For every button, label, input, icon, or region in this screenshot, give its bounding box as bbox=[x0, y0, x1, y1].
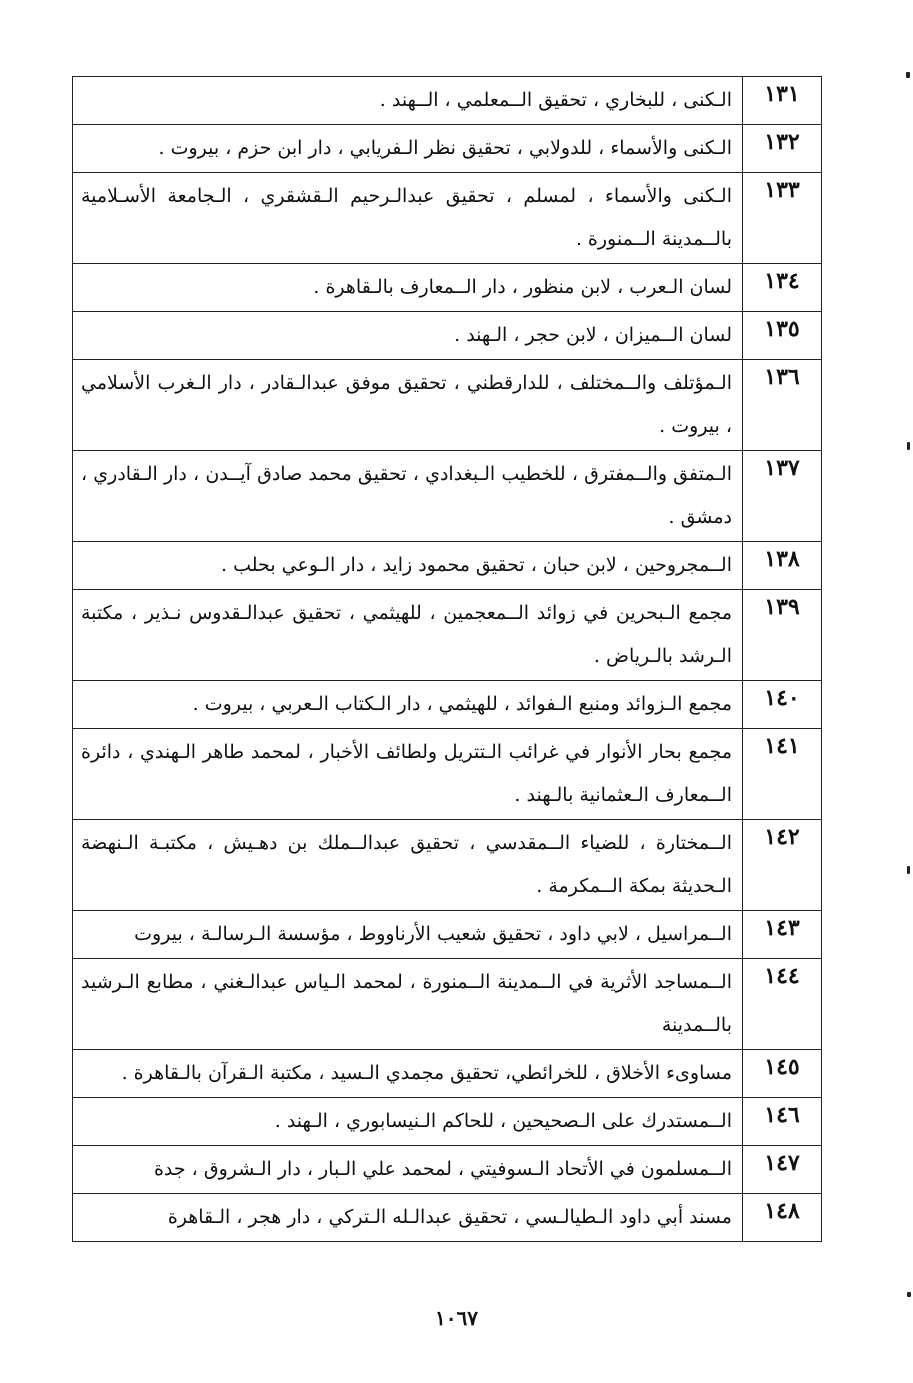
reference-number: ١٣١ bbox=[743, 77, 822, 125]
reference-row bbox=[73, 590, 822, 681]
reference-number: ١٤٦ bbox=[743, 1098, 822, 1146]
reference-text: الـمتفق والــمفترق ، للخطيب الـبغدادي ، تحقيق محمد صادق آيــدن ، دار الـقادري ، دمشق . bbox=[73, 451, 743, 542]
reference-row bbox=[73, 1194, 822, 1242]
reference-number: ١٣٣ bbox=[743, 173, 822, 264]
reference-text: مجمع بحار الأنوار في غرائب الـتتريل ولطائف الأخبار ، لمحمد طاهر الـهندي ، دائرة الــمعارف الـعثمانية بالـهند . bbox=[73, 729, 743, 820]
reference-number: ١٣٦ bbox=[743, 360, 822, 451]
page-number: ١٠٦٧ bbox=[435, 1306, 478, 1330]
reference-row bbox=[73, 264, 822, 312]
reference-text: مسند أبي داود الـطيالـسي ، تحقيق عبدالـله الـتركي ، دار هجر ، الـقاهرة bbox=[73, 1194, 743, 1242]
reference-number: ١٣٥ bbox=[743, 312, 822, 360]
reference-row bbox=[73, 729, 822, 820]
reference-row bbox=[73, 820, 822, 911]
reference-row bbox=[73, 911, 822, 959]
reference-text: الــمساجد الأثرية في الــمدينة الــمنورة ، لمحمد الـياس عبدالـغني ، مطابع الـرشيد بالــمدينة bbox=[73, 959, 743, 1050]
scan-speck bbox=[907, 866, 910, 874]
reference-text: مجمع الـبحرين في زوائد الــمعجمين ، للهيثمي ، تحقيق عبدالـقدوس نـذير ، مكتبة الـرشد بالـرياض . bbox=[73, 590, 743, 681]
reference-row bbox=[73, 451, 822, 542]
reference-number: ١٤٢ bbox=[743, 820, 822, 911]
reference-row bbox=[73, 1146, 822, 1194]
scan-speck bbox=[906, 72, 910, 78]
reference-text: الــمختارة ، للضياء الــمقدسي ، تحقيق عبدالــملك بن دهـيش ، مكتبـة الـنهضة الـحديثة بمكة الــمكرمة . bbox=[73, 820, 743, 911]
reference-row bbox=[73, 542, 822, 590]
reference-text: مساوىء الأخلاق ، للخرائطي، تحقيق مجمدي الـسيد ، مكتبة الـقرآن بالـقاهرة . bbox=[73, 1050, 743, 1098]
reference-text: الـكنى والأسماء ، للدولابي ، تحقيق نظر الـفريابي ، دار ابن حزم ، بيروت . bbox=[73, 125, 743, 173]
reference-text: الـكنى ، للبخاري ، تحقيق الــمعلمي ، الــهند . bbox=[73, 77, 743, 125]
reference-number: ١٣٧ bbox=[743, 451, 822, 542]
reference-text: الـمؤتلف والــمختلف ، للدارقطني ، تحقيق موفق عبدالـقادر ، دار الـغرب الأسلامي ، بيروت . bbox=[73, 360, 743, 451]
reference-row bbox=[73, 77, 822, 125]
reference-number: ١٣٨ bbox=[743, 542, 822, 590]
reference-text: الــمجروحين ، لابن حبان ، تحقيق محمود زايد ، دار الـوعي بحلب . bbox=[73, 542, 743, 590]
reference-row bbox=[73, 360, 822, 451]
reference-number: ١٣٩ bbox=[743, 590, 822, 681]
reference-number: ١٤٣ bbox=[743, 911, 822, 959]
reference-row bbox=[73, 312, 822, 360]
reference-number: ١٤٤ bbox=[743, 959, 822, 1050]
references-table-body bbox=[73, 77, 822, 1242]
reference-number: ١٤١ bbox=[743, 729, 822, 820]
reference-number: ١٣٤ bbox=[743, 264, 822, 312]
reference-text: الـكنى والأسماء ، لمسلم ، تحقيق عبدالـرحيم الـقشقري ، الـجامعة الأسـلامية بالــمدينة الــمنورة . bbox=[73, 173, 743, 264]
reference-row bbox=[73, 681, 822, 729]
reference-number: ١٤٧ bbox=[743, 1146, 822, 1194]
reference-row bbox=[73, 1050, 822, 1098]
reference-row bbox=[73, 959, 822, 1050]
reference-number: ١٤٥ bbox=[743, 1050, 822, 1098]
reference-text: الــمسلمون في الأتحاد الـسوفيتي ، لمحمد علي الـبار ، دار الـشروق ، جدة bbox=[73, 1146, 743, 1194]
references-table bbox=[72, 76, 822, 1242]
scan-speck bbox=[907, 1292, 911, 1297]
reference-text: لسان الــميزان ، لابن حجر ، الـهند . bbox=[73, 312, 743, 360]
reference-text: مجمع الـزوائد ومنبع الـفوائد ، للهيثمي ، دار الـكتاب الـعربي ، بيروت . bbox=[73, 681, 743, 729]
reference-text: الــمستدرك على الـصحيحين ، للحاكم الـنيسابوري ، الـهند . bbox=[73, 1098, 743, 1146]
scan-speck bbox=[907, 442, 910, 450]
reference-row bbox=[73, 1098, 822, 1146]
reference-row bbox=[73, 173, 822, 264]
reference-number: ١٤٨ bbox=[743, 1194, 822, 1242]
reference-text: لسان الـعرب ، لابن منظور ، دار الــمعارف بالـقاهرة . bbox=[73, 264, 743, 312]
reference-number: ١٤٠ bbox=[743, 681, 822, 729]
reference-row bbox=[73, 125, 822, 173]
reference-number: ١٣٢ bbox=[743, 125, 822, 173]
reference-text: الــمراسيل ، لابي داود ، تحقيق شعيب الأرناووط ، مؤسسة الـرسالـة ، بيروت bbox=[73, 911, 743, 959]
